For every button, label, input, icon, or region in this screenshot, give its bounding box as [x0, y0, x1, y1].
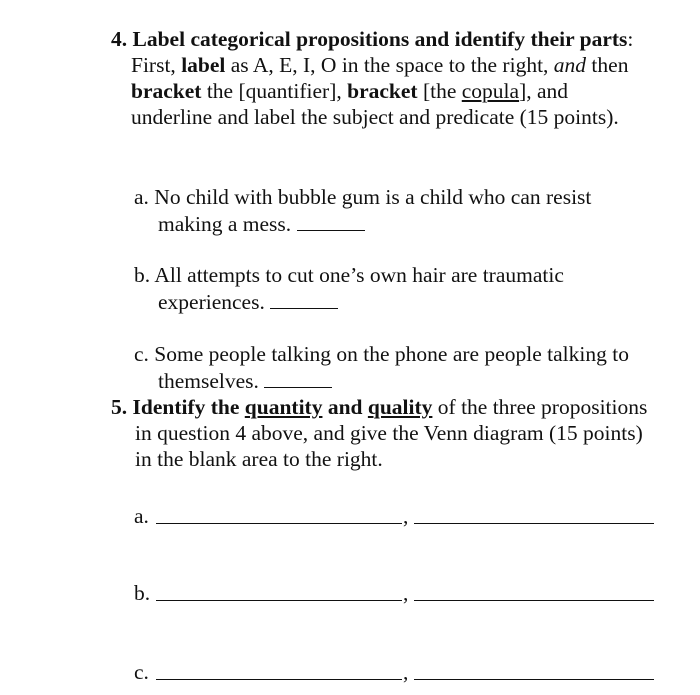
quantity-answer-line-b[interactable] — [156, 600, 402, 601]
label-blank-a[interactable] — [297, 210, 365, 231]
question-4-instructions: 4. Label categorical propositions and identify their parts: First, label as A, E, I, O in the space to the right, and then bracket the [quantifier], bracket [the copula], and underline and label the subject and predicate (15 points). — [111, 27, 634, 129]
quantity-answer-line-c[interactable] — [156, 679, 402, 680]
question-4-item-b — [134, 262, 654, 315]
answer-label: a. — [134, 504, 149, 528]
question-5: 5. Identify the quantity and quality of the three propositions in question 4 above, and give the Venn diagram (15 points) in the blank area to the right. — [111, 395, 648, 471]
separator: , — [403, 504, 409, 528]
proposition-text: c. Some people talking on the phone are people talking to themselves. — [134, 342, 629, 393]
quantity-answer-line-a[interactable] — [156, 523, 402, 524]
quality-answer-line-b[interactable] — [414, 600, 654, 601]
question-4-item-c — [134, 341, 654, 394]
answer-label: b. — [134, 581, 151, 605]
label-blank-b[interactable] — [270, 288, 338, 309]
answer-label: c. — [134, 660, 149, 684]
question-4-title: Label categorical propositions and identify their parts — [132, 27, 628, 51]
proposition-text: b. All attempts to cut one’s own hair are traumatic experiences. — [134, 263, 564, 314]
question-4-number: 4. — [111, 27, 128, 51]
proposition-text: a. No child with bubble gum is a child who can resist making a mess. — [134, 185, 592, 236]
separator: , — [403, 660, 409, 684]
label-blank-c[interactable] — [264, 367, 332, 388]
question-5-number: 5. — [111, 395, 128, 419]
answer-row-c — [134, 659, 656, 685]
question-4-item-a — [134, 184, 654, 237]
separator: , — [403, 581, 409, 605]
answer-row-b — [134, 580, 656, 606]
quality-answer-line-a[interactable] — [414, 523, 654, 524]
quality-answer-line-c[interactable] — [414, 679, 654, 680]
answer-row-a — [134, 503, 656, 529]
question-4 — [111, 26, 651, 130]
